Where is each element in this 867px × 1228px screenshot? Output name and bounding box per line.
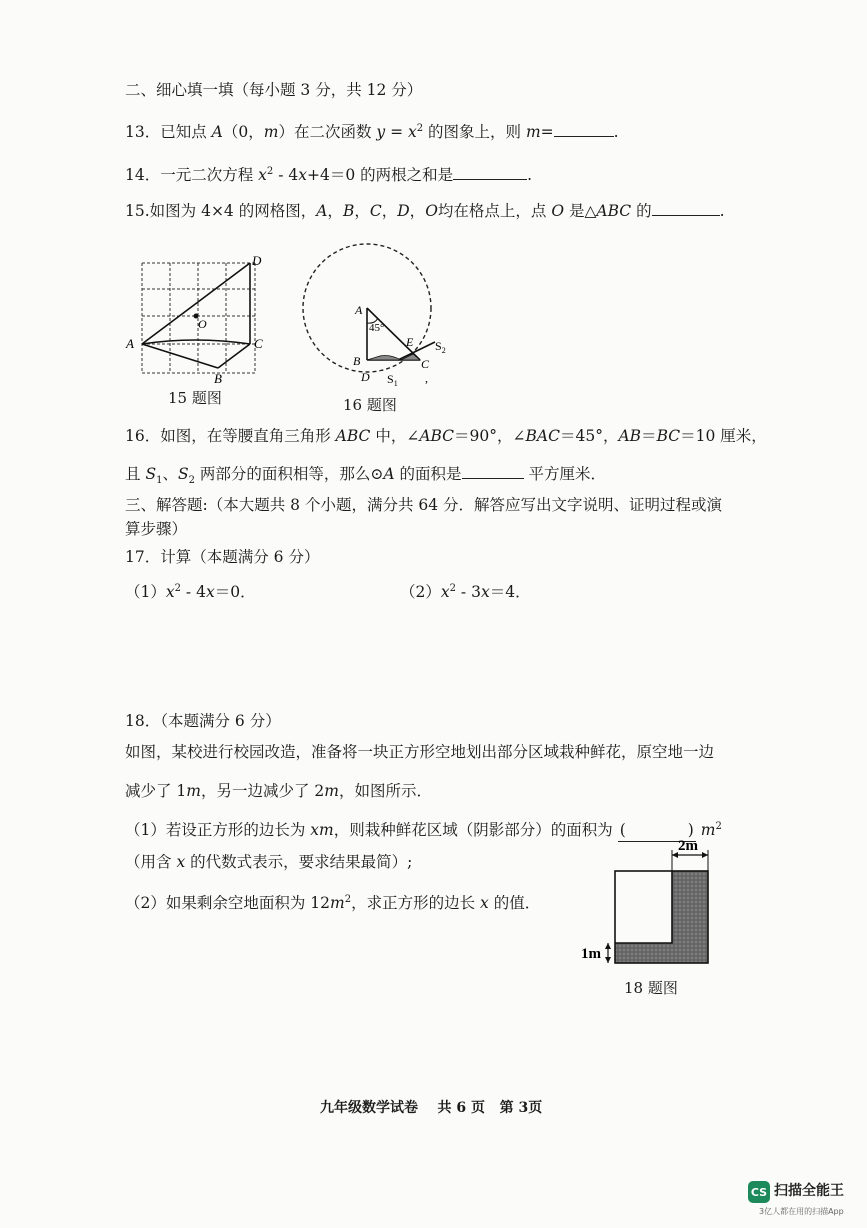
question-18-line-2: 减少了 1m，另一边减少了 2m，如图所示．: [125, 782, 433, 800]
answer-blank-18-1[interactable]: ( ): [618, 819, 696, 842]
label-s1: $S_1$: [387, 372, 398, 388]
label-b: B: [214, 371, 222, 386]
label-a: A: [126, 336, 134, 351]
camscanner-tagline: 3亿人都在用的扫描App: [759, 1207, 844, 1216]
answer-blank-13[interactable]: [554, 122, 614, 137]
question-16-line-1: 16．如图，在等腰直角三角形 ABC 中，∠ABC＝90°，∠BAC＝45°，AB＝BC＝10 厘米，: [125, 427, 767, 445]
triangle-abc: [367, 308, 435, 360]
left-arrow-top: [605, 943, 611, 949]
question-18-heading: 18．（本题满分 6 分）: [125, 712, 281, 730]
question-18-part-1: （1）若设正方形的边长为 xm，则栽种鲜花区域（阴影部分）的面积为 ( ) $m^2$: [125, 816, 722, 842]
label-a: A: [355, 303, 363, 317]
label-c: C: [421, 357, 430, 371]
angle-label: 45°: [369, 322, 385, 334]
label-s2: $S_2$: [435, 339, 446, 355]
shaded-s1: [367, 356, 401, 361]
label-b: B: [353, 354, 361, 368]
question-13: 13．已知点 A（0，m）在二次函数 $y = x^2$ 的图象上，则 m= .: [125, 123, 619, 142]
question-15: 15.如图为 4×4 的网格图，A，B，C，D，O均在格点上，点 O 是△ABC 的 .: [125, 202, 725, 220]
top-dimension-label: 2m: [678, 838, 698, 854]
figure-18: [575, 833, 725, 968]
section-3-heading-line-2: 算步骤）: [125, 520, 188, 538]
label-d: D: [252, 253, 262, 268]
section-3-heading-line-1: 三、解答题:（本大题共 8 个小题，满分共 64 分．解答应写出文字说明、证明过程或演: [125, 496, 723, 514]
section-2-heading: 二、细心填一填（每小题 3 分，共 12 分）: [125, 81, 423, 99]
camscanner-logo: CS: [748, 1181, 770, 1203]
figure-18-caption: 18 题图: [624, 979, 678, 997]
question-16-line-2: 且 $S_1$、$S_2$ 两部分的面积相等，那么⊙A 的面积是 平方厘米．: [125, 465, 606, 487]
label-d: D: [361, 370, 370, 384]
answer-blank-16[interactable]: [462, 464, 524, 479]
question-14: 14．一元二次方程 $x^2 - 4x+4=0$ 的两根之和是 .: [125, 166, 533, 185]
label-e: E: [406, 335, 414, 349]
left-arrow-bottom: [605, 957, 611, 963]
label-comma: ,: [425, 371, 428, 385]
figure-15-caption: 15 题图: [168, 389, 222, 407]
figure-16: [295, 238, 465, 388]
question-18-part-1b: （用含 x 的代数式表示，要求结果最简）;: [125, 853, 413, 871]
top-arrow-right: [702, 852, 708, 858]
answer-blank-14[interactable]: [453, 165, 527, 180]
figure-15: [120, 248, 270, 388]
question-17-part-2: $(2)x^2 - 3x=4$．: [400, 583, 531, 602]
remaining-area-border: [615, 871, 672, 943]
page-footer: 九年级数学试卷 共 6 页 第 3页: [320, 1100, 543, 1116]
question-17-part-1: $(1)x^2 - 4x=0$．: [125, 583, 256, 602]
left-dimension-label: 1m: [581, 946, 601, 962]
label-o: O: [198, 317, 207, 331]
label-c: C: [254, 336, 263, 351]
figure-16-caption: 16 题图: [343, 396, 397, 414]
question-17-heading: 17．计算（本题满分 6 分）: [125, 548, 320, 566]
question-18-part-2: （2）如果剩余空地面积为 $12m^2$，求正方形的边长 x 的值．: [125, 894, 541, 913]
question-18-line-1: 如图，某校进行校园改造，准备将一块正方形空地划出部分区域栽种鲜花，原空地一边: [125, 743, 715, 761]
answer-blank-15[interactable]: [652, 201, 720, 216]
flower-area: [615, 871, 708, 963]
camscanner-name: 扫描全能王: [774, 1183, 844, 1199]
